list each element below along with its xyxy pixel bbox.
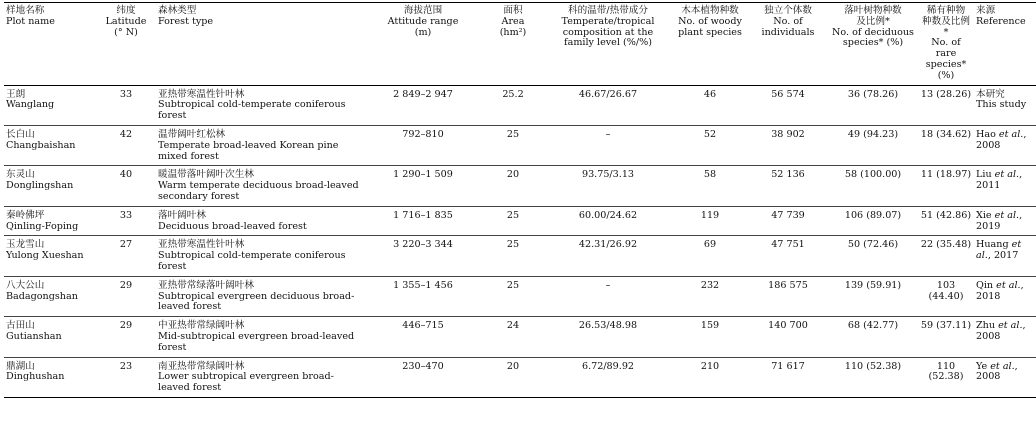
reference-etal: et al. — [990, 360, 1015, 372]
cell-woody-species: 46 — [703, 88, 717, 100]
cell-forest-type — [156, 357, 364, 397]
header-en: Forest type — [158, 15, 214, 27]
header-cn: 来源 — [976, 5, 996, 16]
forest-type-cn: 亚热带寒温性针叶林 — [158, 239, 245, 251]
reference-etal: et al. — [994, 169, 1020, 181]
cell-individuals: 47 739 — [771, 209, 805, 221]
cell-deciduous: 49 (94.23) — [847, 128, 899, 140]
header-en: Attitude range — [387, 15, 459, 27]
cell-woody-species: 232 — [700, 279, 720, 291]
header-deciduous — [828, 3, 918, 86]
table-row — [4, 276, 1036, 316]
cell-deciduous: 106 (89.07) — [844, 209, 902, 221]
reference-etal: et al. — [998, 320, 1023, 332]
cell-area: 25 — [506, 239, 520, 251]
cell-plot-name — [4, 85, 96, 125]
cell-plot-name — [4, 166, 96, 206]
cell-forest-type — [156, 236, 364, 276]
cell-rare: 103 (44.40) — [928, 279, 964, 302]
cell-deciduous: 36 (78.26) — [847, 88, 899, 100]
table-row — [4, 206, 1036, 236]
cell-woody-species: 210 — [700, 360, 720, 372]
cell-individuals: 186 575 — [768, 279, 808, 291]
header-en: No. of rare — [931, 37, 961, 60]
forest-type-en: Subtropical evergreen deciduous broad-leaved forest — [158, 290, 355, 313]
reference-author: Hao — [976, 128, 999, 140]
cell-area: 25 — [506, 209, 520, 221]
cell-forest-type — [156, 276, 364, 316]
header-cn: 木本植物种数 — [681, 5, 739, 16]
header-woody-species — [672, 3, 748, 86]
reference-year: , 2008 — [976, 320, 1026, 342]
cell-latitude: 29 — [119, 320, 133, 332]
table-row — [4, 125, 1036, 165]
plot-name-cn: 长白山 — [6, 128, 35, 140]
cell-deciduous: 139 (59.91) — [844, 279, 902, 291]
table-header — [4, 3, 1036, 86]
forest-type-cn: 落叶阔叶林 — [158, 209, 206, 221]
cell-latitude: 33 — [119, 209, 133, 221]
forest-type-en: Lower subtropical evergreen broad-leaved forest — [158, 371, 334, 394]
header-en: No. of woody — [678, 15, 742, 27]
cell-altitude: 446–715 — [402, 320, 444, 332]
cell-plot-name — [4, 125, 96, 165]
cell-area: 20 — [506, 360, 520, 372]
cell-forest-type — [156, 85, 364, 125]
reference-etal: et al. — [998, 128, 1024, 140]
forest-type-cn: 暖温带落叶阔叶次生林 — [158, 169, 254, 181]
forest-plots-table — [4, 2, 1036, 398]
header-en-2: (° N) — [114, 26, 138, 38]
reference-etal: et al. — [996, 279, 1021, 291]
plot-name-en: Changbaishan — [6, 139, 76, 151]
cell-area: 24 — [506, 320, 520, 332]
header-individuals — [748, 3, 828, 86]
reference-etal: et al. — [976, 239, 1022, 262]
cell-altitude: 1 716–1 835 — [393, 209, 453, 221]
cell-rare: 11 (18.97) — [920, 169, 972, 181]
cell-composition: 26.53/48.98 — [578, 320, 638, 332]
cell-latitude: 33 — [119, 88, 133, 100]
cell-altitude: 792–810 — [402, 128, 444, 140]
cell-deciduous: 110 (52.38) — [844, 360, 902, 372]
reference-year: , 2008 — [976, 360, 1018, 383]
header-cn: 落叶树物种数 — [844, 5, 902, 16]
plot-name-cn: 秦岭佛坪 — [6, 209, 45, 221]
table-row — [4, 85, 1036, 125]
cell-altitude: 3 220–3 344 — [393, 239, 453, 251]
cell-composition: – — [605, 128, 611, 140]
cell-reference — [974, 317, 1036, 357]
header-cn-2: 种数及比例* — [922, 15, 970, 38]
cell-area: 25 — [506, 279, 520, 291]
cell-individuals: 47 751 — [771, 239, 805, 251]
forest-type-en: Warm temperate deciduous broad-leaved secondary forest — [158, 180, 359, 202]
plot-name-cn: 鼎湖山 — [6, 360, 35, 372]
reference-year: , 2019 — [976, 209, 1023, 232]
header-en: No. of deciduous — [832, 26, 914, 38]
header-en-2: individuals — [761, 26, 815, 38]
plot-name-en: Dinghushan — [6, 371, 65, 383]
cell-reference — [974, 206, 1036, 236]
cell-composition: 6.72/89.92 — [581, 360, 635, 372]
cell-forest-type — [156, 206, 364, 236]
cell-plot-name — [4, 317, 96, 357]
header-forest-type — [156, 3, 364, 86]
cell-woody-species: 58 — [703, 169, 717, 181]
cell-woody-species: 52 — [703, 128, 717, 140]
cell-altitude: 1 355–1 456 — [393, 279, 453, 291]
cell-individuals: 56 574 — [771, 88, 805, 100]
cell-reference — [974, 276, 1036, 316]
reference-etal: This study — [976, 99, 1027, 111]
cell-rare: 22 (35.48) — [920, 239, 972, 251]
plot-name-cn: 王朗 — [6, 88, 26, 100]
forest-type-cn: 中亚热带常绿阔叶林 — [158, 320, 245, 332]
table-row — [4, 166, 1036, 206]
cell-latitude: 27 — [119, 239, 133, 251]
cell-reference — [974, 236, 1036, 276]
cell-plot-name — [4, 206, 96, 236]
header-cn: 样地名称 — [6, 5, 45, 16]
cell-individuals: 71 617 — [771, 360, 805, 372]
plot-name-en: Wanglang — [6, 99, 55, 111]
header-en-2: (m) — [414, 26, 432, 38]
header-en-2: species* (%) — [925, 58, 967, 81]
cell-woody-species: 69 — [703, 239, 717, 251]
cell-latitude: 40 — [119, 169, 133, 181]
cell-altitude: 2 849–2 947 — [393, 88, 453, 100]
header-reference — [974, 3, 1036, 86]
reference-year: , 2008 — [976, 128, 1027, 151]
cell-deciduous: 58 (100.00) — [844, 169, 902, 181]
forest-type-en: Subtropical cold-temperate coniferous forest — [158, 250, 346, 272]
header-en: Plot name — [6, 15, 55, 27]
plot-name-cn: 八大公山 — [6, 279, 45, 291]
cell-forest-type — [156, 317, 364, 357]
cell-deciduous: 50 (72.46) — [847, 239, 899, 251]
header-en-2: plant species — [678, 26, 742, 38]
cell-forest-type — [156, 125, 364, 165]
cell-reference — [974, 85, 1036, 125]
plot-name-en: Yulong Xueshan — [6, 250, 84, 262]
cell-altitude: 230–470 — [402, 360, 444, 372]
cell-individuals: 140 700 — [768, 320, 808, 332]
cell-deciduous: 68 (42.77) — [847, 320, 899, 332]
table-body — [4, 85, 1036, 397]
plot-name-en: Badagongshan — [6, 290, 78, 302]
header-area — [482, 3, 544, 86]
cell-plot-name — [4, 236, 96, 276]
cell-woody-species: 119 — [700, 209, 720, 221]
cell-reference — [974, 357, 1036, 397]
plot-name-en: Gutianshan — [6, 330, 62, 342]
forest-type-en: Mid-subtropical evergreen broad-leaved forest — [158, 330, 355, 353]
cell-rare: 13 (28.26) — [920, 88, 972, 100]
header-cn: 独立个体数 — [764, 5, 812, 16]
table-row — [4, 357, 1036, 397]
reference-author: Huang — [976, 239, 1012, 251]
forest-type-en: Deciduous broad-leaved forest — [158, 220, 307, 232]
reference-author: 本研究 — [976, 88, 1005, 100]
cell-latitude: 23 — [119, 360, 133, 372]
header-en: Area — [501, 15, 525, 27]
cell-individuals: 38 902 — [771, 128, 805, 140]
header-en: Latitude — [105, 15, 147, 27]
cell-area: 25.2 — [502, 88, 524, 100]
header-en: Reference — [976, 15, 1026, 27]
cell-forest-type — [156, 166, 364, 206]
forest-type-cn: 温带阔叶红松林 — [158, 128, 226, 140]
header-composition — [544, 3, 672, 86]
forest-type-cn: 南亚热带常绿阔叶林 — [158, 360, 245, 372]
header-latitude — [96, 3, 156, 86]
plot-name-cn: 古田山 — [6, 320, 35, 332]
header-cn: 科的温带/热带成分 — [568, 5, 648, 16]
forest-type-en: Subtropical cold-temperate coniferous forest — [158, 99, 346, 122]
header-en-2: composition at the — [562, 26, 654, 38]
cell-rare: 51 (42.86) — [920, 209, 972, 221]
plot-name-en: Qinling-Foping — [6, 220, 79, 232]
cell-area: 25 — [506, 128, 520, 140]
cell-altitude: 1 290–1 509 — [393, 169, 453, 181]
cell-individuals: 52 136 — [771, 169, 805, 181]
header-en: Temperate/tropical — [561, 15, 655, 27]
header-en: No. of — [773, 15, 803, 27]
reference-author: Qin — [976, 279, 997, 291]
header-cn-2: 及比例* — [856, 15, 890, 27]
cell-composition: 93.75/3.13 — [581, 169, 635, 181]
header-cn: 海拔范围 — [403, 5, 443, 16]
forest-type-en: Temperate broad-leaved Korean pine mixed forest — [158, 139, 339, 162]
header-en-2: species* (%) — [842, 37, 904, 49]
reference-author: Xie — [976, 209, 995, 221]
table-row — [4, 236, 1036, 276]
header-en-3: family level (%/%) — [564, 37, 652, 49]
cell-composition: 46.67/26.67 — [578, 88, 638, 100]
header-cn: 稀有种物 — [926, 5, 966, 16]
cell-composition: 60.00/24.62 — [578, 209, 638, 221]
forest-type-cn: 亚热带寒温性针叶林 — [158, 88, 245, 100]
header-cn: 森林类型 — [158, 5, 197, 16]
cell-plot-name — [4, 357, 96, 397]
header-row — [4, 3, 1036, 86]
plot-name-en: Donglingshan — [6, 180, 74, 192]
forest-type-cn: 亚热带常绿落叶阔叶林 — [158, 279, 254, 291]
cell-rare: 18 (34.62) — [920, 128, 972, 140]
cell-woody-species: 159 — [700, 320, 720, 332]
cell-composition: – — [605, 279, 611, 291]
reference-etal: et al. — [994, 209, 1020, 221]
reference-year: , 2018 — [976, 279, 1024, 302]
reference-author: Ye — [976, 360, 991, 372]
cell-reference — [974, 166, 1036, 206]
header-rare — [918, 3, 974, 86]
cell-rare: 59 (37.11) — [920, 320, 972, 332]
plot-name-cn: 东灵山 — [6, 169, 35, 181]
reference-author: Zhu — [976, 320, 999, 332]
cell-latitude: 42 — [119, 128, 133, 140]
header-en-2: (hm²) — [499, 26, 527, 38]
reference-year: , 2011 — [976, 169, 1023, 192]
cell-reference — [974, 125, 1036, 165]
header-plot-name — [4, 3, 96, 86]
cell-plot-name — [4, 276, 96, 316]
header-altitude — [364, 3, 482, 86]
cell-composition: 42.31/26.92 — [578, 239, 638, 251]
plot-name-cn: 玉龙雪山 — [6, 239, 45, 251]
cell-latitude: 29 — [119, 279, 133, 291]
table-row — [4, 317, 1036, 357]
cell-rare: 110 (52.38) — [928, 360, 964, 383]
reference-author: Liu — [976, 169, 995, 181]
cell-area: 20 — [506, 169, 520, 181]
header-cn: 纬度 — [116, 5, 136, 16]
reference-year: , 2017 — [987, 250, 1019, 262]
header-cn: 面积 — [503, 5, 523, 16]
